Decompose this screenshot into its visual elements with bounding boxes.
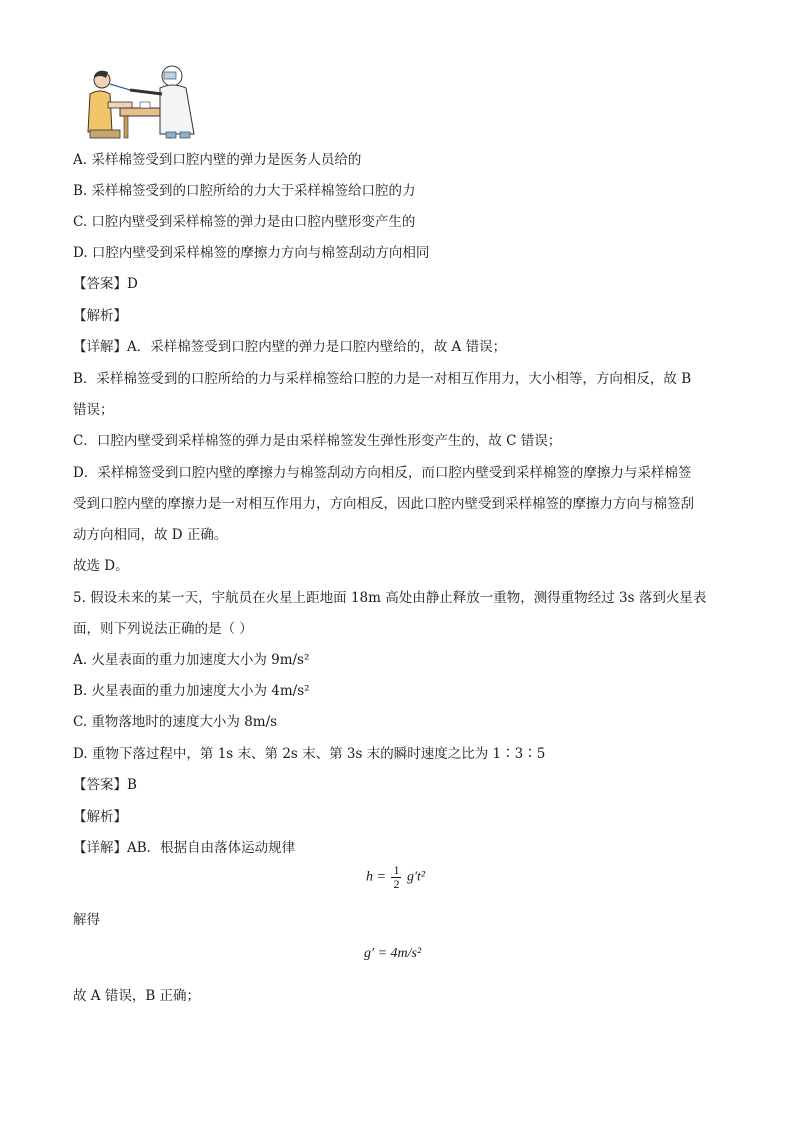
acceleration-result-formula: g′ = 4m/s² [364, 946, 422, 961]
q5-option-a: A. 火星表面的重力加速度大小为 9m/s² [73, 652, 310, 668]
q4-answer: 【答案】D [73, 276, 138, 292]
q5-detail-intro: 【详解】AB．根据自由落体运动规律 [73, 840, 296, 856]
q4-detail-line: C．口腔内壁受到采样棉签的弹力是由采样棉签发生弹性形变产生的，故 C 错误； [73, 433, 562, 449]
q4-option-c: C. 口腔内壁受到采样棉签的弹力是由口腔内壁形变产生的 [73, 214, 416, 230]
fraction-numerator: 1 [393, 863, 400, 877]
q4-detail-line: 受到口腔内壁的摩擦力是一对相互作用力，方向相反，因此口腔内壁受到采样棉签的摩擦力方向与棉签刮 [73, 496, 694, 512]
q4-option-a: A. 采样棉签受到口腔内壁的弹力是医务人员给的 [73, 152, 362, 168]
q4-option-d: D. 口腔内壁受到采样棉签的摩擦力方向与棉签刮动方向相同 [73, 245, 430, 261]
solve-label: 解得 [73, 912, 100, 928]
q4-detail-line: 动方向相同，故 D 正确。 [73, 527, 228, 543]
q5-stem-line: 面，则下列说法正确的是（ ） [73, 621, 253, 637]
q5-conclusion: 故 A 错误，B 正确； [73, 988, 201, 1004]
q5-option-c: C. 重物落地时的速度大小为 8m/s [73, 714, 278, 730]
free-fall-formula [366, 864, 425, 891]
swab-sampling-illustration [80, 62, 212, 140]
q5-stem-line: 5. 假设未来的某一天，宇航员在火星上距地面 18m 高处由静止释放一重物，测得重物经过 3s 落到火星表 [73, 590, 707, 606]
q4-detail-line: 【详解】A．采样棉签受到口腔内壁的弹力是口腔内壁给的，故 A 错误； [73, 339, 507, 355]
q5-answer: 【答案】B [73, 777, 137, 793]
fraction-one-half [391, 864, 401, 891]
q4-conclusion: 故选 D。 [73, 558, 129, 574]
q5-option-d: D. 重物下落过程中，第 1s 末、第 2s 末、第 3s 末的瞬时速度之比为 1∶3∶5 [73, 746, 546, 762]
q5-analysis-label: 【解析】 [73, 809, 127, 825]
q4-option-b: B. 采样棉签受到的口腔所给的力大于采样棉签给口腔的力 [73, 183, 416, 199]
q4-detail-line: 错误； [73, 402, 114, 418]
q4-analysis-label: 【解析】 [73, 308, 127, 324]
formula-rhs: g′t² [406, 869, 426, 885]
q4-detail-line: D．采样棉签受到口腔内壁的摩擦力与棉签刮动方向相反，而口腔内壁受到采样棉签的摩擦力与采样棉签 [73, 465, 692, 481]
formula-lhs: h = [366, 869, 386, 885]
q5-option-b: B. 火星表面的重力加速度大小为 4m/s² [73, 683, 310, 699]
fraction-denominator: 2 [393, 877, 400, 891]
q4-detail-line: B．采样棉签受到的口腔所给的力与采样棉签给口腔的力是一对相互作用力，大小相等，方向相反，故 B [73, 371, 692, 387]
